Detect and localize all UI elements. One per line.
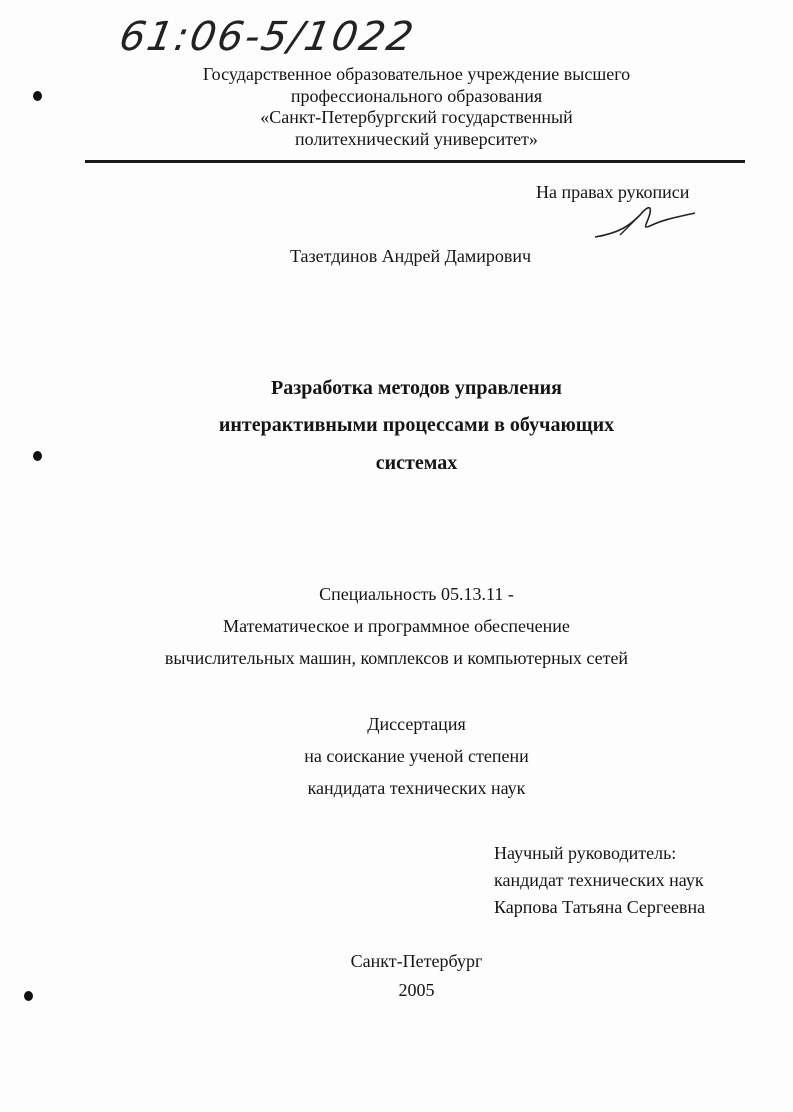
year: 2005 [398, 980, 435, 1000]
institution-line-3: «Санкт-Петербургский государственный [260, 107, 573, 127]
header-divider [85, 160, 745, 163]
rights-note: На правах рукописи [536, 182, 690, 202]
city: Санкт-Петербург [350, 951, 483, 971]
supervisor-name: Карпова Татьяна Сергеевна [494, 897, 706, 917]
title-line-2: интерактивными процессами в обучающих [218, 414, 615, 436]
specialty-line-1: Специальность 05.13.11 - [319, 584, 514, 604]
institution-line-4: политехнический университет» [295, 129, 538, 149]
institution-line-2: профессионального образования [290, 86, 543, 106]
supervisor-degree: кандидат технических наук [494, 870, 704, 890]
signature-mark [590, 195, 700, 245]
margin-dot-3 [24, 991, 33, 1001]
title-line-1: Разработка методов управления [271, 377, 562, 399]
supervisor-label: Научный руководитель: [494, 843, 677, 863]
degree-line-1: Диссертация [367, 714, 466, 734]
degree-line-2: на соискание ученой степени [304, 746, 529, 766]
specialty-line-3: вычислительных машин, комплексов и компьютерных сетей [164, 648, 629, 668]
author-name: Тазетдинов Андрей Дамирович [290, 246, 532, 266]
archive-number-handwritten: 61:06-5/1022 [115, 14, 419, 60]
title-line-3: системах [375, 452, 458, 474]
institution-line-1: Государственное образовательное учреждение высшего [202, 64, 631, 84]
specialty-line-2: Математическое и программное обеспечение [223, 616, 570, 636]
degree-line-3: кандидата технических наук [307, 778, 526, 798]
